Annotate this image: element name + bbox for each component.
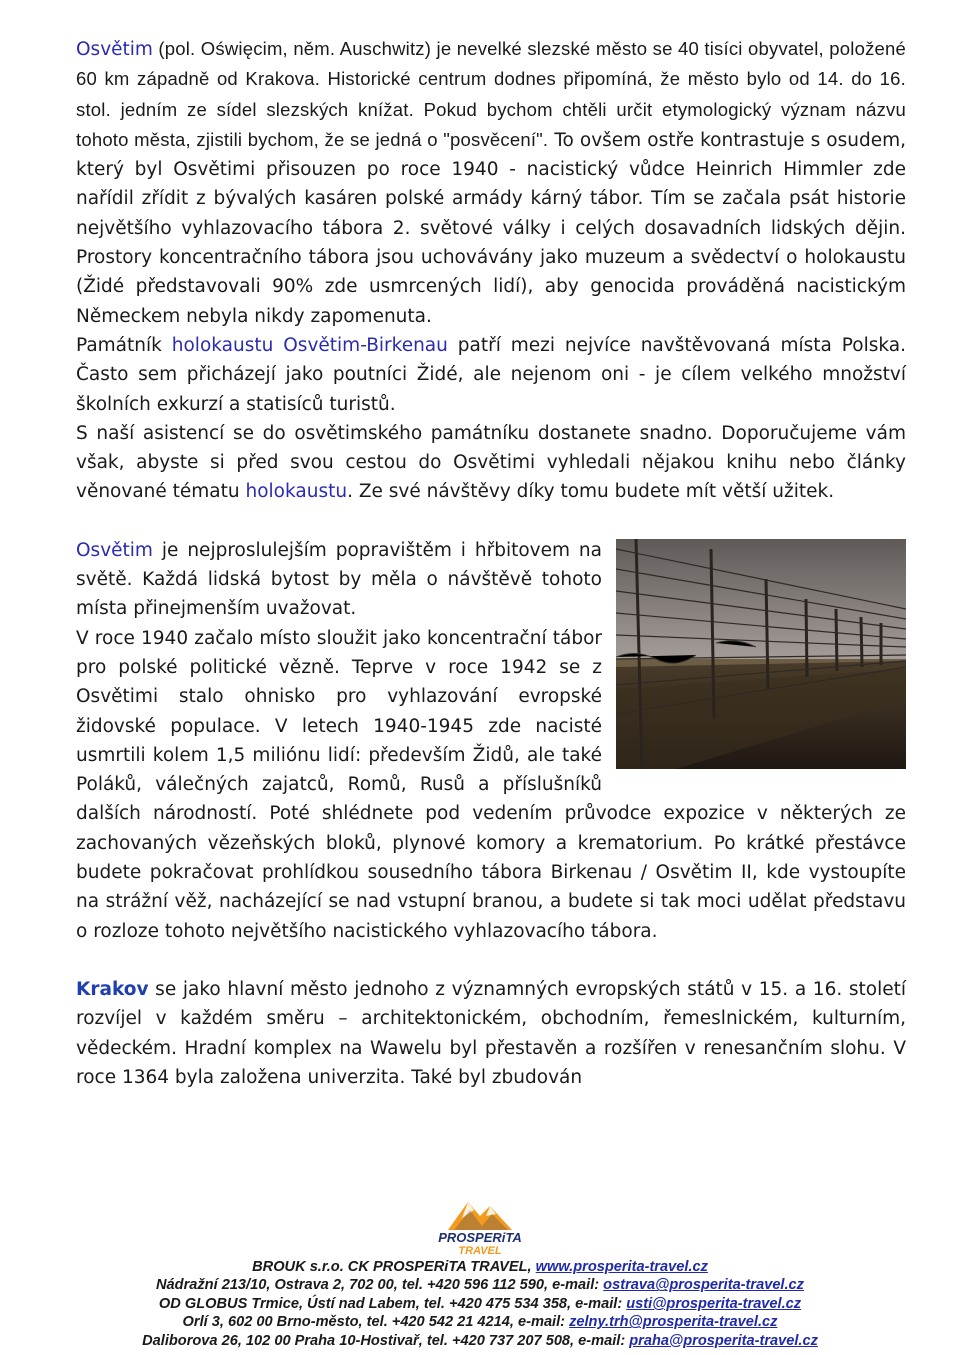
paragraph-osvetim-intro: Osvětim (pol. Oświęcim, něm. Auschwitz) je nevelké slezské město se 40 tisíci obyvatel, položené 60 km západně od Krakova. Historické centrum dodnes připomíná, že město bylo od 14. do 16. stol. jedním ze sídel slezských knížat. Pokud bychom chtěli určit etymologický význam názvu tohoto města, zjistili bychom, že se jedná o "posvěcení". To ovšem ostře kontrastuje s osudem, který byl Osvětimi přisouzen po roce 1940 - nacistický vůdce Heinrich Himmler zde nařídil zřídit z bývalých kasáren polské armády kárný tábor. Tím se začala psát historie největšího vyhlazovacího tábora 2. světové války i celých dosavadních lidských dějin. Prostory koncentračního tábora jsou uchovávány jako muzeum a svědectví o holokaustu (Židé představovali 90% zde usmrcených lidí), aby genocida prováděná nacistickým Německem nebyla nikdy zapomenuta. <box>76 38 907 327</box>
paragraph-assistance: S naší asistencí se do osvětimského památníku dostanete snadno. Doporučujeme vám však, abyste si před svou cestou do Osvětimi vyhledali nějakou knihu nebo články věnované tématu holokaustu. Ze své návštěvy díky tomu budete mít větší užitek. <box>76 422 906 503</box>
krakov-heading[interactable]: Krakov <box>76 978 149 1000</box>
spacer <box>76 507 906 536</box>
holokaustu-link[interactable]: holokaustu <box>171 334 274 356</box>
ostrava-email-link[interactable]: ostrava@prosperita-travel.cz <box>603 1277 804 1294</box>
website-link[interactable]: www.prosperita-travel.cz <box>535 1259 708 1275</box>
logo-sub: TRAVEL <box>458 1245 502 1256</box>
document-body <box>76 34 906 1092</box>
brno-email-link[interactable]: zelny.trh@prosperita-travel.cz <box>569 1314 778 1331</box>
spacer-2 <box>76 946 906 975</box>
footer-line-brno: Orlí 3, 602 00 Brno-město, tel. +420 542 21 4214, e-mail: zelny.trh@prosperita-travel.cz <box>182 1314 778 1331</box>
praha-email-link[interactable]: praha@prosperita-travel.cz <box>629 1332 818 1349</box>
paragraph-krakov: Krakov se jako hlavní město jednoho z významných evropských států v 15. a 16. století rozvíjel v každém směru – architektonickém, obchodním, řemeslnickém, kulturním, vědeckém. Hradní komplex na Wawelu byl přestavěn a rozšířen v renesančním slohu. V roce 1364 byla založena univerzita. Také byl zbudován <box>76 978 906 1088</box>
footer-line-company: BROUK s.r.o. CK PROSPERiTA TRAVEL, www.prosperita-travel.cz <box>252 1259 708 1275</box>
barbed-wire-fence-photo <box>616 539 906 769</box>
prosperita-logo <box>420 1196 540 1256</box>
footer <box>0 1196 960 1350</box>
footer-line-usti: OD GLOBUS Trmice, Ústí nad Labem, tel. +420 475 534 358, e-mail: usti@prosperita-travel.cz <box>158 1295 802 1312</box>
logo-name: PROSPERiTA <box>438 1230 522 1245</box>
osvetim-birkenau-link[interactable]: Osvětim-Birkenau <box>283 334 448 356</box>
osvetim-link-2[interactable]: Osvětim <box>76 539 153 561</box>
footer-line-praha: Daliborova 26, 102 00 Praha 10-Hostivař, tel. +420 737 207 508, e-mail: praha@prosperita-travel.cz <box>142 1332 818 1349</box>
paragraph-memorial: Památník holokaustu Osvětim-Birkenau patří mezi nejvíce navštěvovaná místa Polska. Často sem přicházejí jako poutníci Židé, ale nejenom oni - je cílem velkého množství školních exkurzí a statisíců turistů. <box>76 334 906 415</box>
osvetim-link[interactable]: Osvětim <box>76 39 153 60</box>
footer-line-ostrava: Nádražní 213/10, Ostrava 2, 702 00, tel. +420 596 112 590, e-mail: ostrava@prosperita-travel.cz <box>156 1277 804 1294</box>
fence-photo-icon <box>616 539 906 769</box>
paragraph-osvetim-history: Osvětim je nejproslulejším popravištěm i hřbitovem na světě. Každá lidská bytost by měla o návštěvě tohoto místa přinejmenším uvažovat. V roce 1940 začalo místo sloužit jako koncentrační tábor pro polské politické vězně. Teprve v roce 1942 se z Osvětimi stalo ohnisko pro vyhlazování evropské židovské populace. V letech 1940-1945 zde nacisté usmrtili kolem 1,5 miliónu lidí: především Židů, ale také Poláků, válečných zajatců, Romů, Rusů a příslušníků dalších národností. Poté shlédnete pod vedením průvodce expozice v některých ze zachovaných vězeňských bloků, plynové komory a krematorium. Po krátké přestávce budete pokračovat prohlídkou sousedního tábora Birkenau / Osvětim II, kde vystoupíte na strážní věž, nacházející se nad vstupní branou, a budete si tak moci udělat představu o rozloze tohoto největšího nacistického vyhlazovacího tábora. <box>76 539 906 942</box>
usti-email-link[interactable]: usti@prosperita-travel.cz <box>626 1295 802 1312</box>
holokaustu-link-2[interactable]: holokaustu <box>245 481 348 503</box>
